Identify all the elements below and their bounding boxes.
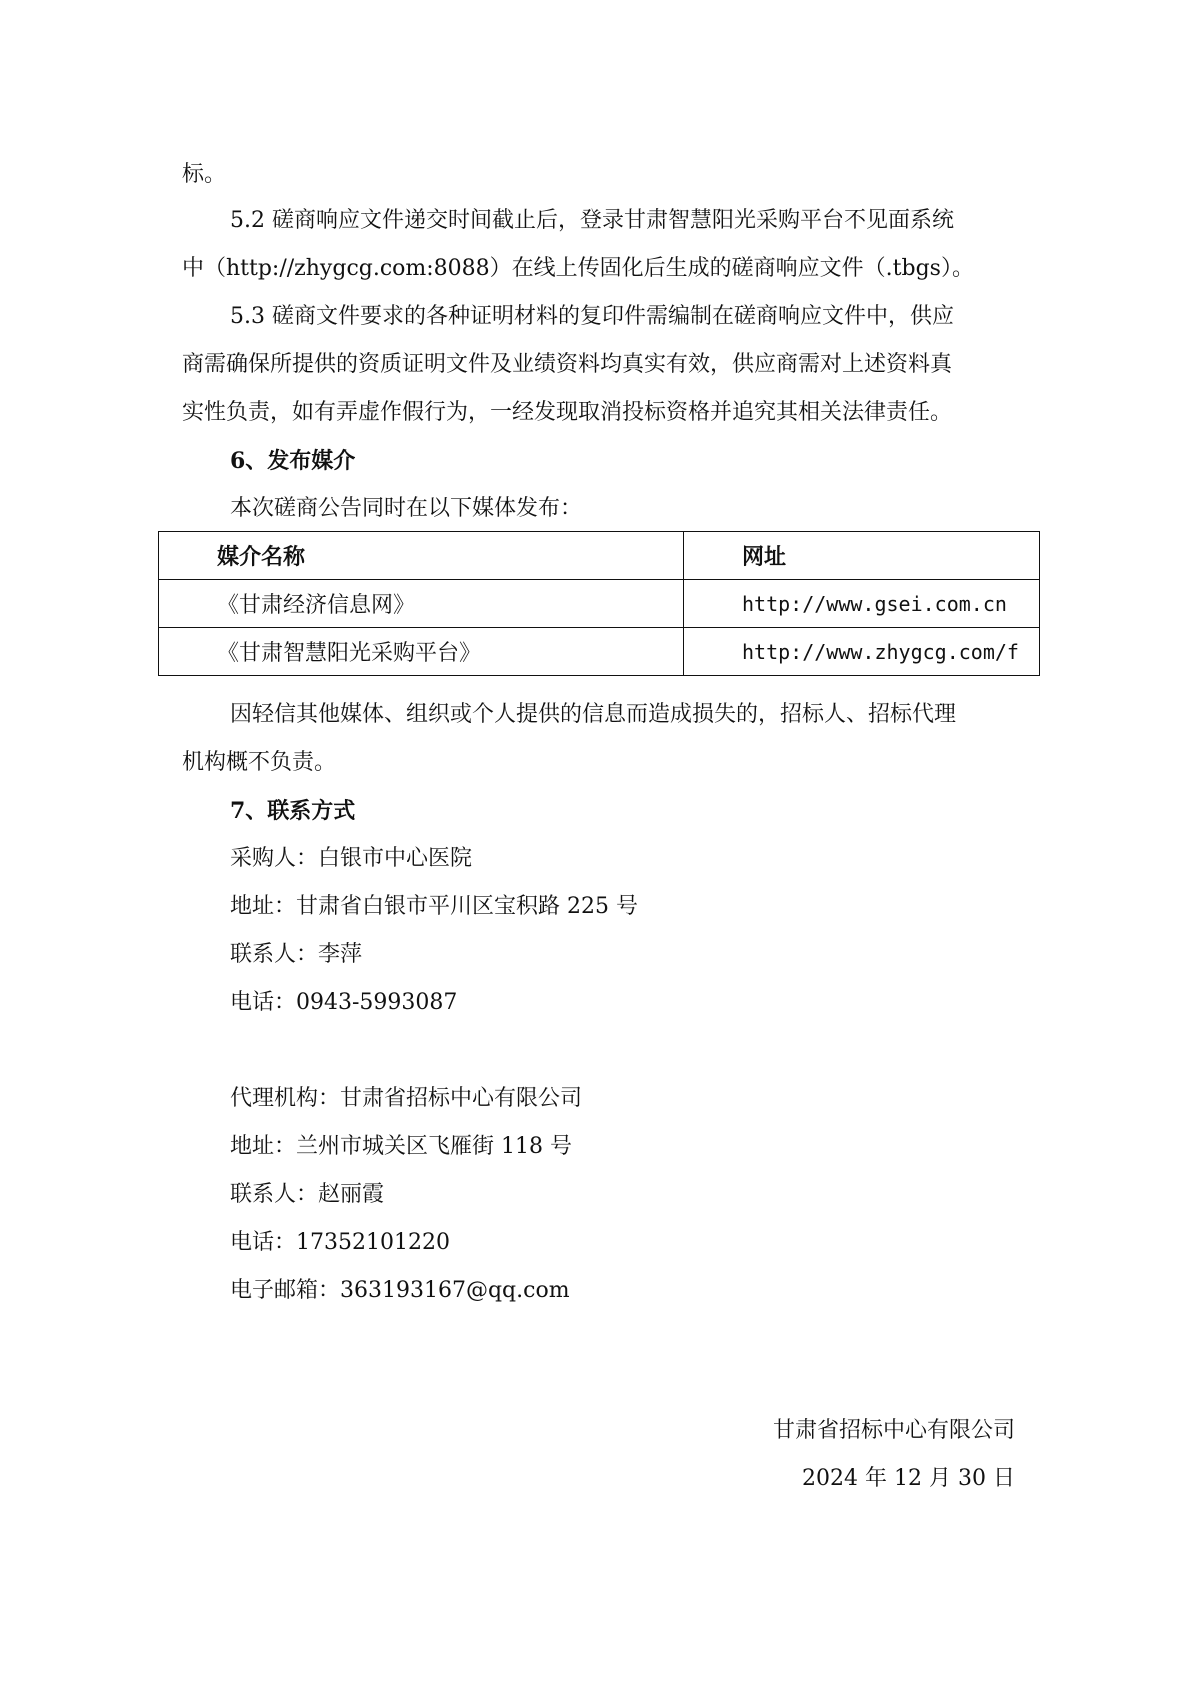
buyer-contact: 联系人：李萍 [230, 942, 363, 967]
paragraph-line: 商需确保所提供的资质证明文件及业绩资料均真实有效，供应商需对上述资料真 [182, 352, 953, 377]
paragraph-line: 5.2 磋商响应文件递交时间截止后，登录甘肃智慧阳光采购平台不见面系统 [230, 208, 954, 233]
agency-name: 代理机构：甘肃省招标中心有限公司 [230, 1086, 583, 1111]
disclaimer-line: 因轻信其他媒体、组织或个人提供的信息而造成损失的，招标人、招标代理 [230, 702, 957, 727]
buyer-name: 采购人：白银市中心医院 [230, 846, 473, 871]
column-header-media-name: 媒介名称 [159, 532, 684, 580]
paragraph-line: 标。 [182, 162, 227, 187]
paragraph-line: 中（http://zhygcg.com:8088）在线上传固化后生成的磋商响应文件（.tbgs）。 [182, 256, 974, 281]
agency-address: 地址：兰州市城关区飞雁街 118 号 [230, 1134, 572, 1159]
paragraph-line: 5.3 磋商文件要求的各种证明材料的复印件需编制在磋商响应文件中，供应 [230, 304, 954, 329]
media-name-cell: 《甘肃智慧阳光采购平台》 [159, 628, 684, 676]
paragraph-line: 实性负责，如有弄虚作假行为，一经发现取消投标资格并追究其相关法律责任。 [182, 400, 953, 425]
buyer-phone: 电话：0943-5993087 [230, 990, 458, 1015]
disclaimer-line: 机构概不负责。 [182, 750, 337, 775]
media-table [158, 531, 1040, 676]
media-url-cell: http://www.gsei.com.cn [684, 580, 1040, 628]
agency-email: 电子邮箱：363193167@qq.com [230, 1278, 570, 1303]
media-intro: 本次磋商公告同时在以下媒体发布： [230, 496, 583, 521]
media-url-cell: http://www.zhygcg.com/f [684, 628, 1040, 676]
buyer-address: 地址：甘肃省白银市平川区宝积路 225 号 [230, 894, 638, 919]
table-header-row [159, 532, 1040, 580]
table-row [159, 628, 1040, 676]
section-heading-media: 6、发布媒介 [230, 448, 356, 474]
signature-organization: 甘肃省招标中心有限公司 [772, 1418, 1015, 1443]
section-heading-contact: 7、联系方式 [230, 798, 356, 824]
agency-phone: 电话：17352101220 [230, 1230, 450, 1255]
table-row [159, 580, 1040, 628]
agency-contact: 联系人：赵丽霞 [230, 1182, 385, 1207]
column-header-url: 网址 [684, 532, 1040, 580]
signature-date: 2024 年 12 月 30 日 [802, 1466, 1015, 1491]
media-name-cell: 《甘肃经济信息网》 [159, 580, 684, 628]
